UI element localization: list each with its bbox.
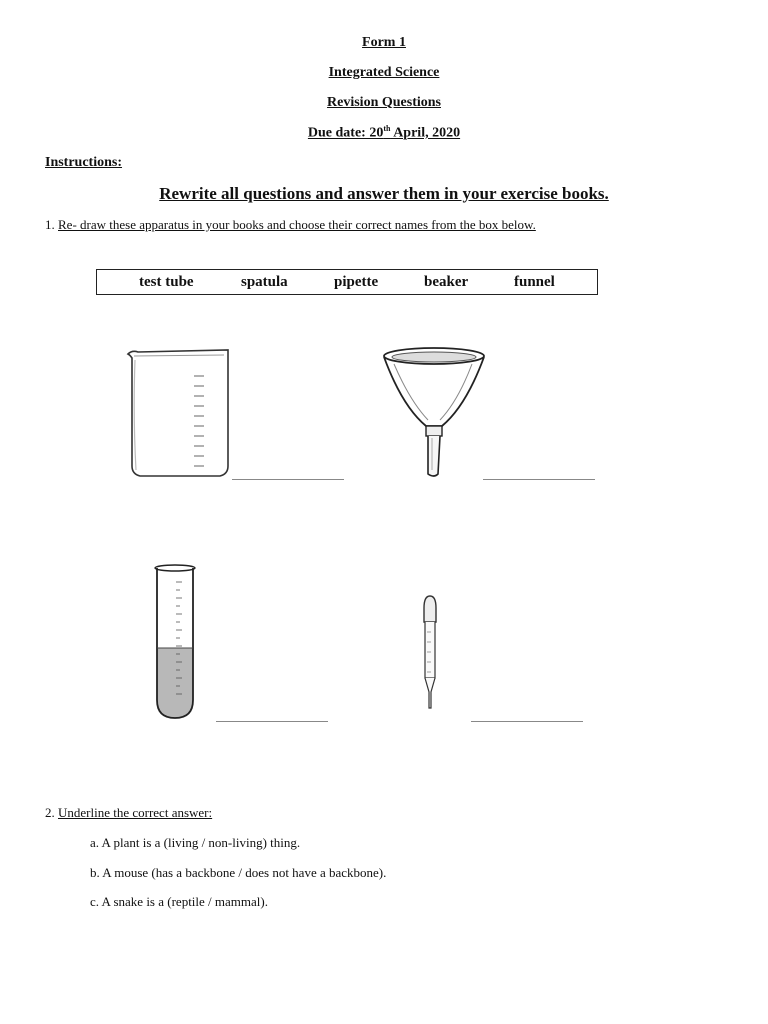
word-box-item: pipette <box>334 274 379 290</box>
beaker-icon <box>124 346 234 480</box>
document-title: Revision Questions <box>327 95 441 110</box>
word-box <box>96 269 598 295</box>
word-box-item: funnel <box>514 274 555 290</box>
question-1-number: 1. <box>45 217 58 232</box>
subject-title: Integrated Science <box>328 65 440 80</box>
question-2-number: 2. <box>45 805 58 820</box>
word-box-item: spatula <box>241 274 288 290</box>
question-2 <box>45 805 212 821</box>
pipette-icon <box>418 592 442 714</box>
answer-line <box>483 479 595 480</box>
answer-line <box>216 721 328 722</box>
due-date-suffix: April, 2020 <box>390 125 461 141</box>
question-1 <box>45 217 536 233</box>
answer-line <box>471 721 583 722</box>
main-instruction: Rewrite all questions and answer them in your exercise books. <box>159 184 609 203</box>
due-date-suffix-sup: th <box>383 124 391 133</box>
word-box-item: test tube <box>139 274 194 290</box>
due-date <box>0 124 768 142</box>
question-2-text: Underline the correct answer: <box>58 805 213 820</box>
funnel-icon <box>380 346 490 480</box>
question-2-item-b: b. A mouse (has a backbone / does not have a backbone). <box>90 865 387 880</box>
due-date-prefix: Due date: 20 <box>307 125 384 141</box>
instructions-heading: Instructions: <box>45 155 123 170</box>
word-box-item: beaker <box>424 274 469 290</box>
question-1-text: Re- draw these apparatus in your books and choose their correct names from the box below. <box>58 217 536 232</box>
question-2-item-a: a. A plant is a (living / non-living) thing. <box>90 835 301 850</box>
form-title: Form 1 <box>362 35 406 50</box>
test-tube-icon <box>150 562 200 724</box>
question-2-item-c: c. A snake is a (reptile / mammal). <box>90 894 268 909</box>
answer-line <box>232 479 344 480</box>
